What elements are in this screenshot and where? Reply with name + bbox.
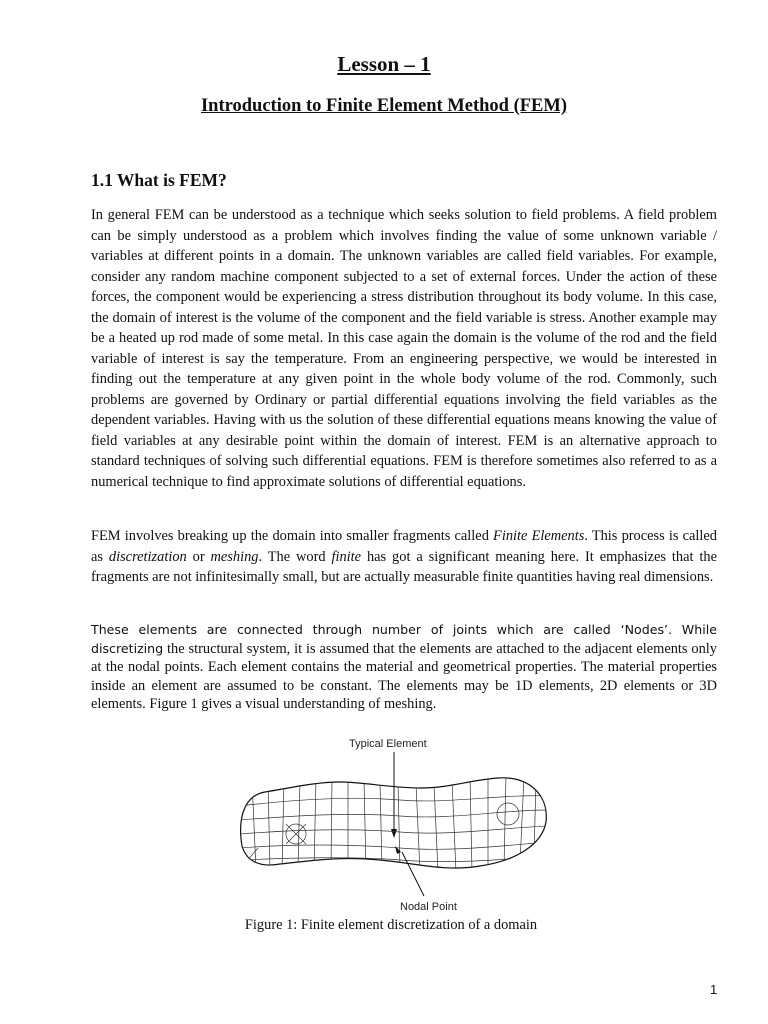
label-nodal-point: Nodal Point	[400, 901, 457, 913]
paragraph-nodes	[91, 621, 717, 714]
page-number: 1	[710, 982, 718, 997]
paragraph-finite-elements	[91, 526, 717, 588]
arrowhead-typical-element	[391, 829, 397, 838]
paragraph-field-problems: In general FEM can be understood as a technique which seeks solution to field problems. A field problem can be simply understood as a problem which involves finding the value of some unknown variable / variables at different points in a domain. The unknown variables are called field variables. For example, consider any random machine component subjected to a set of external forces. Under the action of these forces, the component would be experiencing a stress distribution throughout its body volume. In this case, the domain of interest is the volume of the component and the field variable is stress. Another example may be a heated up rod made of some metal. In this case again the domain is the volume of the rod and the field variable of interest is say the temperature. From an engineering perspective, we would be interested in finding out the temperature at any given point in the whole body volume of the rod. Commonly, such problems are governed by Ordinary or partial differential equations involving the field variables as the dependent variables. Having with us the solution of these differential equations means knowing the value of field variables at any desirable point within the domain of interest. FEM is an alternative approach to standard techniques of solving such differential equations. FEM is therefore sometimes also referred to as a numerical technique to find approximate solutions of differential equations.	[91, 207, 717, 490]
paragraph-text: or	[186, 548, 211, 565]
label-typical-element: Typical Element	[349, 738, 427, 750]
paragraph-text: has got a significant meaning here. It emphasizes that the fragments are not infinitesimally small, but are actually measurable finite quantities having real dimensions.	[91, 548, 717, 585]
nodal-point-marker	[395, 846, 401, 854]
document-title: Introduction to Finite Element Method (FEM)	[200, 96, 568, 116]
paragraph-first-line: These elements are connected through number of joints which are called ‘Nodes’. While discretizing	[91, 622, 717, 656]
paragraph-text: FEM involves breaking up the domain into smaller fragments called	[91, 528, 494, 544]
section-heading: 1.1 What is FEM?	[91, 170, 227, 190]
paragraph-text: . This process is called as	[91, 528, 717, 565]
term-discretization: discretization	[108, 548, 187, 565]
domain-outline	[241, 778, 547, 868]
paragraph-text: . The word	[258, 548, 332, 565]
arrow-nodal-point	[402, 852, 424, 896]
term-finite: finite	[331, 548, 362, 565]
term-meshing: meshing	[210, 548, 259, 565]
lesson-title: Lesson – 1	[337, 52, 431, 76]
term-finite-elements: Finite Elements	[493, 528, 585, 544]
figure-mesh	[230, 730, 552, 916]
figure-caption: Figure 1: Finite element discretization of a domain	[244, 917, 538, 933]
mesh-diagram	[230, 730, 552, 916]
paragraph-text: the structural system, it is assumed that the elements are attached to the adjacent elements only at the nodal points. Each element contains the material and geometrical properties. The material properties inside an element are assumed to be constant. The elements may be 1D elements, 2D elements or 3D elements. Figure 1 gives a visual understanding of meshing.	[91, 640, 717, 713]
